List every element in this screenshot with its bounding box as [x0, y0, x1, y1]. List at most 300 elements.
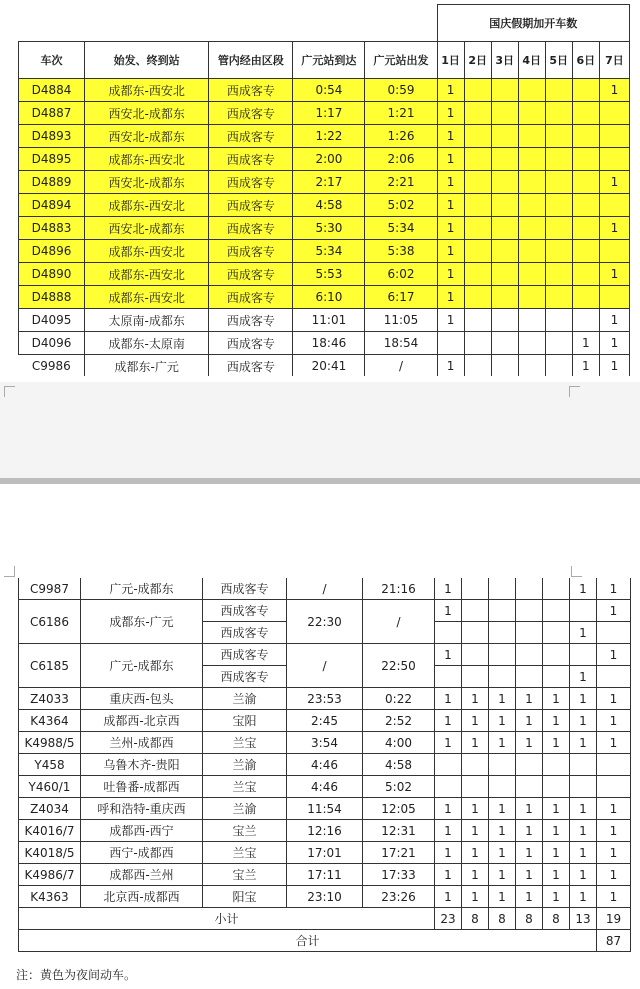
day-count: 1 — [435, 732, 462, 754]
train-number: D4895 — [19, 148, 85, 171]
subtotal-value: 13 — [570, 908, 597, 930]
day-count: 1 — [437, 125, 464, 148]
day-count — [572, 148, 599, 171]
route: 呼和浩特-重庆西 — [81, 798, 203, 820]
depart-time: 5:02 — [365, 194, 437, 217]
depart-time: 4:58 — [363, 754, 435, 776]
day-count — [464, 148, 491, 171]
day-count: 1 — [435, 578, 462, 600]
depart-time: 2:06 — [365, 148, 437, 171]
day-count — [464, 240, 491, 263]
section: 西成客专 — [209, 240, 293, 263]
day-count — [464, 309, 491, 332]
subtotal-value: 8 — [489, 908, 516, 930]
day-count — [462, 622, 489, 644]
route: 广元-成都东 — [81, 578, 203, 600]
table-row — [19, 644, 631, 666]
day-count: 1 — [489, 820, 516, 842]
day-count: 1 — [597, 864, 631, 886]
day-count: 1 — [572, 332, 599, 355]
arrive-time: 5:53 — [293, 263, 365, 286]
arrive-time: 17:11 — [287, 864, 363, 886]
depart-time: 0:59 — [365, 79, 437, 102]
route: 成都东-广元 — [85, 355, 209, 378]
day-count — [464, 332, 491, 355]
arrive-time: 17:01 — [287, 842, 363, 864]
day-count — [435, 622, 462, 644]
day-count — [572, 79, 599, 102]
table-row — [19, 798, 631, 820]
day-count — [464, 286, 491, 309]
day-count — [518, 217, 545, 240]
depart-time: 6:17 — [365, 286, 437, 309]
day-count — [491, 194, 518, 217]
day-count — [572, 286, 599, 309]
day-count — [545, 355, 572, 378]
day-count — [462, 754, 489, 776]
day-count — [543, 622, 570, 644]
col-day: 4日 — [518, 42, 545, 79]
route: 西安北-成都东 — [85, 102, 209, 125]
day-count — [491, 355, 518, 378]
section: 兰宝 — [203, 776, 287, 798]
day-count: 1 — [437, 171, 464, 194]
blank-header-cell — [19, 5, 438, 42]
day-count — [570, 776, 597, 798]
route: 西安北-成都东 — [85, 171, 209, 194]
col-train: 车次 — [19, 42, 85, 79]
day-count — [572, 309, 599, 332]
arrive-time: 23:10 — [287, 886, 363, 908]
arrive-time: 11:01 — [293, 309, 365, 332]
route: 成都东-西安北 — [85, 286, 209, 309]
table-row — [19, 309, 630, 332]
table-row — [19, 776, 631, 798]
day-count — [545, 217, 572, 240]
depart-time: 12:31 — [363, 820, 435, 842]
day-count: 1 — [489, 864, 516, 886]
route: 成都西-北京西 — [81, 710, 203, 732]
table-row — [19, 171, 630, 194]
arrive-time: / — [287, 578, 363, 600]
subtotal-value: 8 — [543, 908, 570, 930]
route: 西安北-成都东 — [85, 217, 209, 240]
depart-time: 2:21 — [365, 171, 437, 194]
table-row — [19, 79, 630, 102]
day-count: 1 — [462, 820, 489, 842]
day-count: 1 — [597, 578, 631, 600]
table-row — [19, 217, 630, 240]
col-day: 1日 — [437, 42, 464, 79]
day-count: 1 — [599, 79, 629, 102]
train-number: K4018/5 — [19, 842, 81, 864]
route: 吐鲁番-成都西 — [81, 776, 203, 798]
day-count: 1 — [543, 842, 570, 864]
section: 西成客专 — [203, 578, 287, 600]
train-number: K4988/5 — [19, 732, 81, 754]
route: 成都西-兰州 — [81, 864, 203, 886]
day-count: 1 — [597, 600, 631, 622]
day-count: 1 — [597, 842, 631, 864]
day-count — [518, 148, 545, 171]
day-count — [516, 578, 543, 600]
day-count: 1 — [462, 886, 489, 908]
train-number: C6186 — [19, 600, 81, 644]
day-count — [491, 309, 518, 332]
col-day: 6日 — [572, 42, 599, 79]
table-row — [19, 886, 631, 908]
table-row — [19, 578, 631, 600]
route: 成都东-西安北 — [85, 194, 209, 217]
arrive-time: 2:17 — [293, 171, 365, 194]
day-count: 1 — [570, 710, 597, 732]
section: 西成客专 — [209, 286, 293, 309]
col-section: 管内经由区段 — [209, 42, 293, 79]
col-depart: 广元站出发 — [365, 42, 437, 79]
table-row — [19, 102, 630, 125]
arrive-time: 4:58 — [293, 194, 365, 217]
train-number: C9987 — [19, 578, 81, 600]
page-gap — [0, 382, 640, 482]
day-count — [491, 148, 518, 171]
table-row — [19, 688, 631, 710]
section: 西成客专 — [209, 217, 293, 240]
depart-time: 12:05 — [363, 798, 435, 820]
train-number: K4363 — [19, 886, 81, 908]
route: 西宁-成都西 — [81, 842, 203, 864]
section: 西成客专 — [209, 79, 293, 102]
day-count — [543, 666, 570, 688]
depart-time: 0:22 — [363, 688, 435, 710]
day-count — [435, 776, 462, 798]
day-count — [597, 622, 631, 644]
day-count: 1 — [435, 710, 462, 732]
train-number: D4894 — [19, 194, 85, 217]
day-count: 1 — [489, 732, 516, 754]
day-count: 1 — [597, 798, 631, 820]
day-count — [462, 666, 489, 688]
day-count: 1 — [543, 798, 570, 820]
day-count — [491, 240, 518, 263]
day-count: 1 — [597, 644, 631, 666]
day-count: 1 — [437, 217, 464, 240]
day-count — [464, 263, 491, 286]
table-row — [19, 355, 630, 378]
depart-time: 11:05 — [365, 309, 437, 332]
day-count — [464, 125, 491, 148]
day-count — [518, 240, 545, 263]
arrive-time: 22:30 — [287, 600, 363, 644]
section: 西成客专 — [209, 171, 293, 194]
total-label: 合计 — [19, 930, 597, 952]
train-number: D4888 — [19, 286, 85, 309]
day-count — [516, 644, 543, 666]
subtotal-value: 23 — [435, 908, 462, 930]
day-count: 1 — [489, 798, 516, 820]
table-row — [19, 864, 631, 886]
day-count: 1 — [435, 886, 462, 908]
day-count — [545, 332, 572, 355]
day-count: 1 — [437, 79, 464, 102]
day-count — [570, 644, 597, 666]
arrive-time: 1:22 — [293, 125, 365, 148]
day-count — [599, 240, 629, 263]
day-count: 1 — [599, 332, 629, 355]
day-count — [489, 578, 516, 600]
day-count — [572, 102, 599, 125]
subtotal-value: 8 — [462, 908, 489, 930]
depart-time: 5:02 — [363, 776, 435, 798]
arrive-time: 11:54 — [287, 798, 363, 820]
day-count: 1 — [516, 732, 543, 754]
section: 西成客专 — [203, 600, 287, 622]
day-count: 1 — [437, 263, 464, 286]
route: 太原南-成都东 — [85, 309, 209, 332]
train-number: Z4034 — [19, 798, 81, 820]
section: 兰渝 — [203, 754, 287, 776]
day-count — [545, 79, 572, 102]
day-count — [543, 578, 570, 600]
day-count — [570, 600, 597, 622]
day-count: 1 — [570, 666, 597, 688]
day-count — [543, 754, 570, 776]
day-count — [489, 754, 516, 776]
day-count: 1 — [435, 798, 462, 820]
arrive-time: 2:00 — [293, 148, 365, 171]
col-day: 2日 — [464, 42, 491, 79]
route: 成都西-西宁 — [81, 820, 203, 842]
day-count — [491, 286, 518, 309]
day-count: 1 — [570, 622, 597, 644]
train-number: D4889 — [19, 171, 85, 194]
day-count: 1 — [462, 710, 489, 732]
arrive-time: 12:16 — [287, 820, 363, 842]
day-count — [597, 754, 631, 776]
day-count: 1 — [435, 864, 462, 886]
day-count: 1 — [599, 309, 629, 332]
day-count: 1 — [462, 842, 489, 864]
arrive-time: 4:46 — [287, 776, 363, 798]
day-count — [543, 644, 570, 666]
day-count: 1 — [599, 263, 629, 286]
day-count — [491, 125, 518, 148]
route: 成都东-西安北 — [85, 148, 209, 171]
route: 成都东-西安北 — [85, 263, 209, 286]
day-count — [518, 171, 545, 194]
day-count — [545, 171, 572, 194]
day-count — [435, 666, 462, 688]
day-count — [599, 148, 629, 171]
day-count — [489, 600, 516, 622]
table-row — [19, 125, 630, 148]
route: 西安北-成都东 — [85, 125, 209, 148]
subtotal-value: 19 — [597, 908, 631, 930]
day-count — [491, 171, 518, 194]
day-count: 1 — [543, 732, 570, 754]
section: 宝兰 — [203, 820, 287, 842]
day-count: 1 — [570, 886, 597, 908]
day-count — [464, 102, 491, 125]
day-count — [518, 286, 545, 309]
depart-time: / — [365, 355, 437, 378]
page-corner-mark — [4, 566, 15, 577]
section: 兰渝 — [203, 688, 287, 710]
day-count — [464, 355, 491, 378]
route: 成都东-太原南 — [85, 332, 209, 355]
section: 西成客专 — [209, 125, 293, 148]
day-count — [518, 102, 545, 125]
day-count — [572, 194, 599, 217]
train-number: D4890 — [19, 263, 85, 286]
day-count: 1 — [597, 732, 631, 754]
depart-time: 1:21 — [365, 102, 437, 125]
day-count: 1 — [462, 732, 489, 754]
day-count: 1 — [437, 194, 464, 217]
day-count: 1 — [435, 688, 462, 710]
day-count: 1 — [489, 886, 516, 908]
table-row — [19, 820, 631, 842]
day-count — [464, 194, 491, 217]
arrive-time: 0:54 — [293, 79, 365, 102]
day-count: 1 — [543, 886, 570, 908]
train-number: D4896 — [19, 240, 85, 263]
train-number: C9986 — [19, 355, 85, 378]
day-count — [599, 125, 629, 148]
arrive-time: 4:46 — [287, 754, 363, 776]
day-count: 1 — [516, 820, 543, 842]
day-count — [491, 79, 518, 102]
day-count: 1 — [437, 240, 464, 263]
section: 兰渝 — [203, 798, 287, 820]
footnote: 注：黄色为夜间动车。 — [16, 968, 137, 982]
arrive-time: 20:41 — [293, 355, 365, 378]
depart-time: 4:00 — [363, 732, 435, 754]
section: 兰宝 — [203, 732, 287, 754]
day-count — [599, 102, 629, 125]
section: 西成客专 — [209, 194, 293, 217]
arrive-time: 5:30 — [293, 217, 365, 240]
day-count: 1 — [435, 600, 462, 622]
day-count — [489, 666, 516, 688]
table-row — [19, 263, 630, 286]
table-row — [19, 600, 631, 622]
day-count — [516, 776, 543, 798]
subtotal-label: 小计 — [19, 908, 435, 930]
day-count: 1 — [462, 688, 489, 710]
depart-time: 1:26 — [365, 125, 437, 148]
day-count: 1 — [437, 309, 464, 332]
day-count: 1 — [437, 148, 464, 171]
day-count: 1 — [489, 710, 516, 732]
train-number: D4883 — [19, 217, 85, 240]
day-count — [572, 240, 599, 263]
day-count: 1 — [437, 355, 464, 378]
day-count: 1 — [435, 644, 462, 666]
page-corner-mark — [569, 386, 580, 397]
day-count — [462, 600, 489, 622]
day-count: 1 — [599, 355, 629, 378]
day-count: 1 — [516, 842, 543, 864]
table-row — [19, 148, 630, 171]
day-count: 1 — [572, 355, 599, 378]
day-count — [518, 332, 545, 355]
col-route: 始发、终到站 — [85, 42, 209, 79]
page-top-margin — [0, 484, 640, 578]
day-count — [489, 644, 516, 666]
section: 西成客专 — [209, 148, 293, 171]
col-day: 7日 — [599, 42, 629, 79]
day-count — [518, 194, 545, 217]
day-count: 1 — [437, 102, 464, 125]
day-count: 1 — [435, 842, 462, 864]
day-count: 1 — [437, 286, 464, 309]
depart-time: 21:16 — [363, 578, 435, 600]
section: 西成客专 — [209, 309, 293, 332]
day-count: 1 — [599, 171, 629, 194]
depart-time: / — [363, 600, 435, 644]
section: 西成客专 — [203, 644, 287, 666]
depart-time: 5:38 — [365, 240, 437, 263]
day-count — [518, 309, 545, 332]
arrive-time: / — [287, 644, 363, 688]
col-day: 3日 — [491, 42, 518, 79]
route: 兰州-成都西 — [81, 732, 203, 754]
day-count: 1 — [570, 864, 597, 886]
day-count — [491, 332, 518, 355]
train-number: K4364 — [19, 710, 81, 732]
section: 宝阳 — [203, 710, 287, 732]
arrive-time: 1:17 — [293, 102, 365, 125]
day-count: 1 — [570, 820, 597, 842]
train-number: D4095 — [19, 309, 85, 332]
day-count — [545, 286, 572, 309]
day-count — [518, 125, 545, 148]
day-count — [489, 622, 516, 644]
table-row — [19, 842, 631, 864]
day-count: 1 — [570, 798, 597, 820]
day-count — [464, 171, 491, 194]
day-count: 1 — [462, 864, 489, 886]
day-count: 1 — [597, 886, 631, 908]
route: 成都东-西安北 — [85, 79, 209, 102]
day-count — [462, 644, 489, 666]
day-count — [599, 286, 629, 309]
day-count — [464, 217, 491, 240]
route: 乌鲁木齐-贵阳 — [81, 754, 203, 776]
arrive-time: 6:10 — [293, 286, 365, 309]
day-count: 1 — [597, 820, 631, 842]
day-count: 1 — [489, 842, 516, 864]
route: 北京西-成都西 — [81, 886, 203, 908]
day-count — [516, 622, 543, 644]
depart-time: 17:33 — [363, 864, 435, 886]
day-count — [516, 666, 543, 688]
day-count — [545, 125, 572, 148]
depart-time: 2:52 — [363, 710, 435, 732]
arrive-time: 5:34 — [293, 240, 365, 263]
schedule-table-bottom — [18, 578, 631, 952]
day-count — [545, 240, 572, 263]
day-count — [572, 263, 599, 286]
day-count — [437, 332, 464, 355]
depart-time: 17:21 — [363, 842, 435, 864]
day-count — [516, 754, 543, 776]
table-row — [19, 286, 630, 309]
day-count: 1 — [570, 578, 597, 600]
day-count — [597, 666, 631, 688]
section: 西成客专 — [209, 355, 293, 378]
holiday-title: 国庆假期加开车数 — [437, 5, 629, 42]
